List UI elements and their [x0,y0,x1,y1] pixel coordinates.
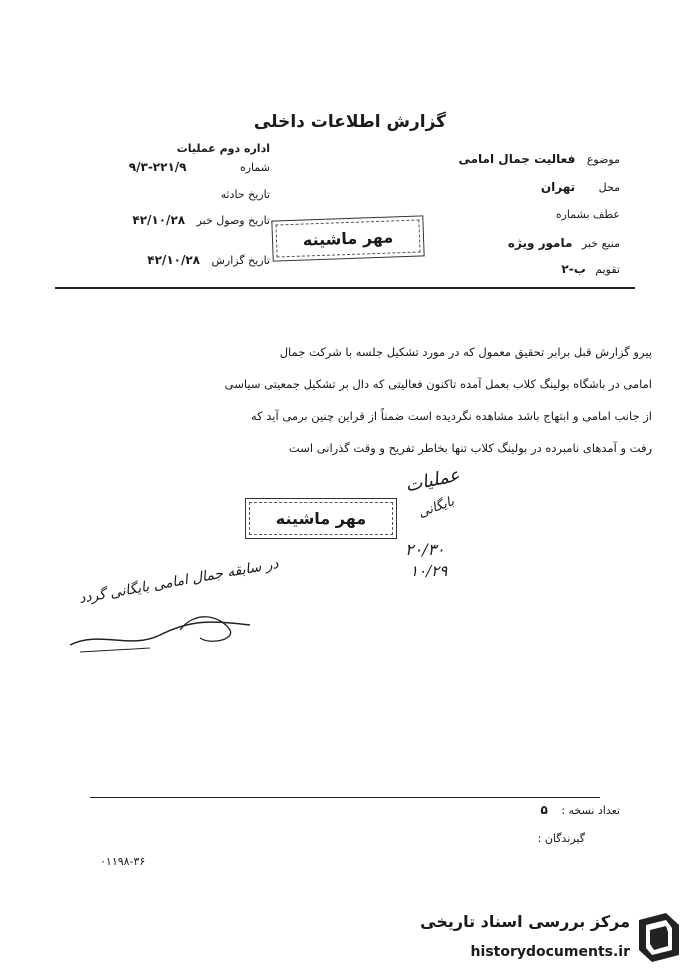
field-incident-date: تاریخ حادثه [220,188,270,201]
watermark-url: historydocuments.ir [470,944,630,960]
archive-logo-icon [634,910,684,965]
field-location: محل تهران [540,180,620,194]
stamp-middle: مهر ماشینه [245,498,397,539]
report-title: گزارش اطلاعات داخلی [253,112,447,132]
body-line-3: از جانب امامی و ابتهاج باشد مشاهده نگردیده است ضمناً از قراین چنین برمی آید که [250,409,652,423]
field-receipt-date: تاریخ وصول خبر ۴۲/۱۰/۲۸ [132,213,270,227]
body-line-1: پیرو گزارش قبل برابر تحقیق معمول که در مورد تشکیل جلسه با شرکت جمال [279,345,652,359]
field-report-date: تاریخ گزارش ۴۲/۱۰/۲۸ [147,253,270,267]
field-subject: موضوع فعالیت جمال امامی [458,152,620,166]
field-recipients: گیرندگان : [537,832,585,845]
field-rating: تقویم ب-۲ [561,262,620,276]
handwritten-left-note: در سابقه جمال امامی بایگانی گردد [77,556,280,607]
field-source: منبع خبر مامور ویژه [507,236,620,250]
document-number: ۰۱۱۹۸-۳۶ [100,855,146,868]
field-reference: عطف بشماره [555,208,620,221]
handwritten-note-1: عملیات [403,464,462,497]
body-line-4: رفت و آمدهای نامبرده در بولینگ کلاب تنها بخاطر تفریح و وقت گذرانی است [288,441,652,455]
handwritten-date-1: ۲۰/۳۰ [405,540,445,559]
watermark-brand: مرکز بررسی اسناد تاریخی [420,912,630,931]
handwritten-date-2: ۱۰/۲۹ [410,562,448,580]
field-copies: تعداد نسخه : ۵ [540,803,620,817]
footer-divider [90,797,600,798]
signature-scribble [60,600,260,660]
field-number: شماره ۲۲۱/۹-۹/۳ [128,160,270,174]
body-line-2: امامی در باشگاه بولینگ کلاب بعمل آمده تاکنون فعالیتی که دال بر تشکیل جمعیتی سیاسی [224,377,652,391]
header-divider [55,287,635,289]
office-name: اداره دوم عملیات [176,142,270,155]
handwritten-note-2: بایگانی [416,494,457,521]
stamp-top: مهر ماشینه [271,215,424,261]
